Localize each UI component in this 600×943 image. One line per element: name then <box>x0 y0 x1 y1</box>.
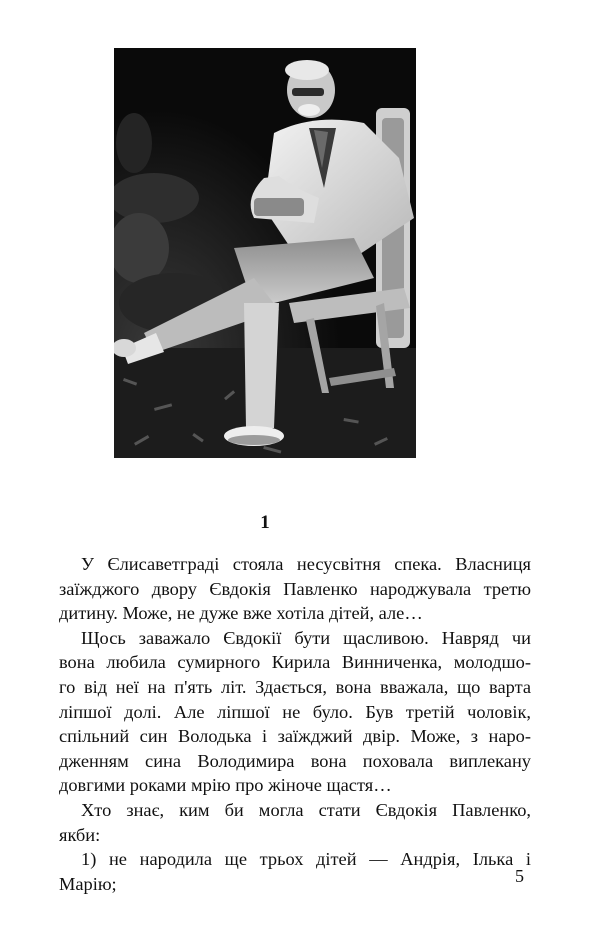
text-line: довгими роками мрію про жіноче щастя… <box>59 775 392 796</box>
chapter-text <box>59 552 531 896</box>
text-line: Марію; <box>59 873 117 894</box>
text-line: спільний син Володька і заїжджий двір. Може, з наро- <box>59 726 531 747</box>
chapter-number: 1 <box>260 512 270 533</box>
text-line: дженням сина Володимира вона поховала виплекану <box>59 750 531 771</box>
text-line: Щось заважало Євдокії бути щасливою. Навряд чи <box>81 627 531 648</box>
archival-photo <box>114 48 416 458</box>
page-number: 5 <box>515 866 524 886</box>
text-line: ліпшої долі. Але ліпшої не було. Був третій чоловік, <box>59 701 531 722</box>
photo-illustration <box>114 48 416 458</box>
text-line: Хто знає, ким би могла стати Євдокія Павленко, <box>81 799 531 820</box>
text-line: вона любила сумирного Кирила Винниченка, молодшо- <box>59 652 531 673</box>
text-line: дитину. Може, не дуже вже хотіла дітей, але… <box>59 603 423 624</box>
text-line: якби: <box>59 824 101 845</box>
text-line: У Єлисаветграді стояла несусвітня спека. Власниця <box>81 554 531 574</box>
text-line: 1) не народила ще трьох дітей — Андрія, Ілька і <box>81 849 531 870</box>
text-line: заїжджого двору Євдокія Павленко народжувала третю <box>59 578 531 599</box>
text-line: го від неї на п'ять літ. Здається, вона вважала, що варта <box>59 676 531 697</box>
